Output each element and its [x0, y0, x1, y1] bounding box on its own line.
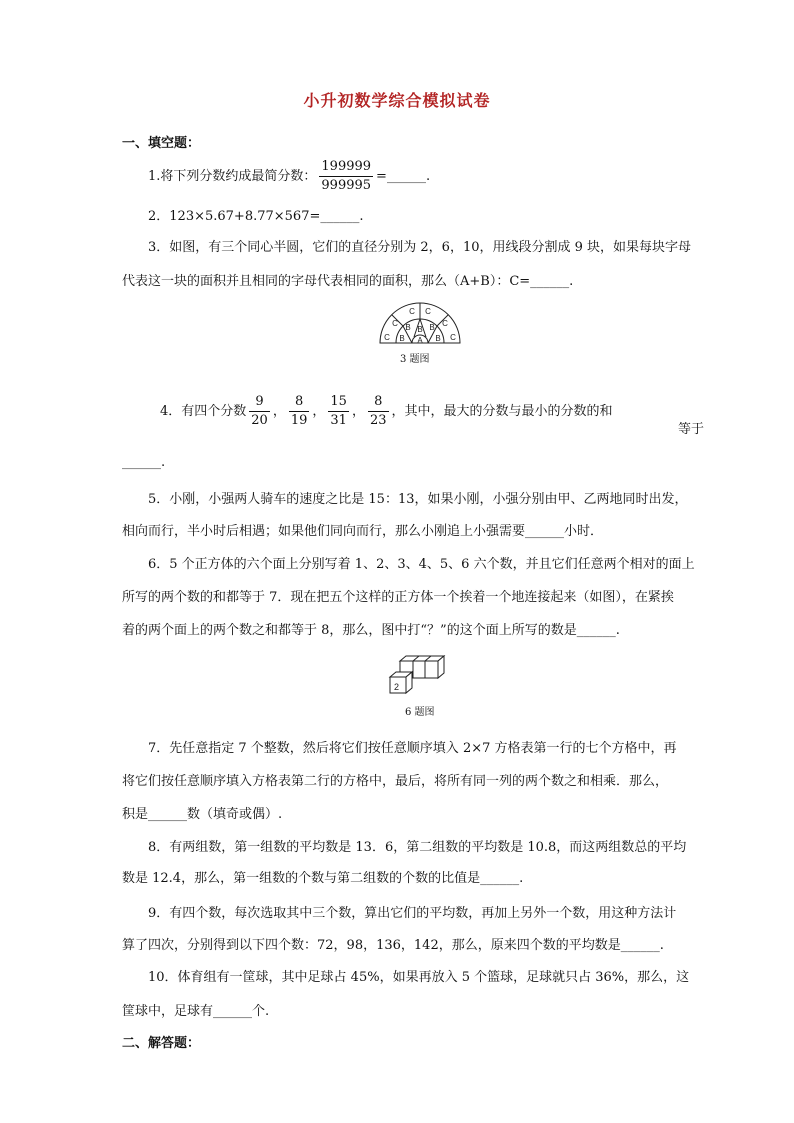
q1-fraction — [319, 158, 373, 195]
fig3-label-c5: C — [384, 333, 390, 342]
question-4 — [160, 393, 760, 430]
question-5-line-1: 5．小刚，小强两人骑车的速度之比是 15：13，如果小刚，小强分别由甲、乙两地同时出发， — [148, 492, 688, 507]
q4-f2-den: 19 — [290, 413, 308, 428]
q1-suffix: =______. — [376, 169, 431, 184]
question-9-line-2: 算了四次，分别得到以下四个数：72，98，136，142，那么，原来四个数的平均数是______. — [122, 938, 664, 953]
q4-f1-den: 20 — [251, 413, 268, 428]
question-3-line-2: 代表这一块的面积并且相同的字母代表相同的面积，那么（A+B）：C=______. — [122, 274, 574, 289]
fig3-label-c6: C — [450, 333, 456, 342]
fig3-label-b4: B — [399, 334, 405, 343]
question-7-line-3: 积是______数（填奇或偶）. — [122, 807, 283, 822]
q4-sep-3: ， — [351, 404, 365, 419]
question-1 — [148, 158, 748, 195]
q1-prefix: 1.将下列分数约成最简分数： — [148, 169, 317, 184]
fig3-label-b5: B — [435, 334, 441, 343]
figure-6-caption: 6 题图 — [405, 707, 435, 718]
semicircle-figure — [378, 302, 462, 346]
q4-blank: ______. — [122, 455, 166, 470]
q4-sep-1: ， — [272, 404, 286, 419]
q4-prefix: 4．有四个分数 — [160, 404, 247, 419]
question-10-line-1: 10．体育组有一筐球，其中足球占 45%，如果再放入 5 个篮球，足球就只占 36%，那么，这 — [148, 970, 690, 985]
question-9-line-1: 9．有四个数，每次选取其中三个数，算出它们的平均数，再加上另外一个数，用这种方法计 — [148, 906, 677, 921]
q4-fraction-2 — [289, 393, 310, 430]
section-fill-blank-heading: 一、填空题： — [122, 136, 201, 151]
q4-fraction-1 — [249, 393, 270, 430]
q4-fraction-3 — [328, 393, 349, 430]
question-8-line-2: 数是 12.4，那么，第一组数的个数与第二组数的个数的比值是______. — [122, 871, 524, 886]
page-title: 小升初数学综合模拟试卷 — [303, 91, 491, 110]
q4-middle: ，其中，最大的分数与最小的分数的和 — [391, 404, 613, 419]
q4-f4-num: 8 — [374, 394, 383, 409]
question-5-line-2: 相向而行，半小时后相遇；如果他们同向而行，那么小刚追上小强需要______小时． — [122, 524, 604, 539]
question-2: 2．123×5.67+8.77×567=______. — [148, 209, 364, 224]
q4-f2-num: 8 — [294, 394, 304, 409]
section-answer-heading: 二、解答题： — [122, 1036, 201, 1051]
fig3-label-b3: B — [429, 323, 435, 332]
q4-f1-num: 9 — [255, 394, 264, 409]
question-6-line-3: 着的两个面上的两个数之和都等于 8，那么，图中打“？”的这个面上所写的数是______. — [122, 623, 620, 638]
question-3-line-1: 3．如图，有三个同心半圆，它们的直径分别为 2，6，10，用线段分割成 9 块，如果每块字母 — [148, 240, 692, 255]
question-8-line-1: 8．有两组数，第一组数的平均数是 13．6，第二组数的平均数是 10.8，而这两组数总的平均 — [148, 840, 687, 855]
question-10-line-2: 筐球中，足球有______个. — [122, 1004, 270, 1019]
fig3-label-b2: B — [417, 325, 423, 334]
q1-denominator: 999995 — [321, 178, 372, 193]
figure-3-caption: 3 题图 — [400, 354, 430, 365]
q1-numerator: 199999 — [321, 159, 372, 174]
q4-f4-den: 23 — [369, 413, 387, 428]
fig3-label-c4: C — [442, 319, 448, 328]
fig3-label-b1: B — [405, 323, 411, 332]
question-6-line-1: 6．5 个正方体的六个面上分别写着 1、2、3、4、5、6 六个数，并且它们任意两个相对的面上 — [148, 557, 695, 572]
question-7-line-2: 将它们按任意顺序填入方格表第二行的方格中，最后，将所有同一列的两个数之和相乘．那么， — [122, 774, 669, 789]
fig3-label-c3: C — [392, 319, 398, 328]
q4-fraction-4 — [368, 393, 389, 430]
fig3-label-c2: C — [425, 307, 431, 316]
cubes-figure — [388, 655, 448, 695]
q4-tail: 等于 — [678, 422, 705, 437]
question-6-line-2: 所写的两个数的和都等于 7．现在把五个这样的正方体一个挨着一个地连接起来（如图），在紧挨 — [122, 590, 674, 605]
fig3-label-a: A — [417, 336, 423, 345]
cube-label: 2 — [394, 682, 400, 692]
q4-f3-den: 31 — [330, 413, 347, 428]
fig3-label-c1: C — [409, 307, 415, 316]
q4-sep-2: ， — [312, 404, 326, 419]
q4-f3-num: 15 — [330, 394, 347, 409]
question-7-line-1: 7．先任意指定 7 个整数，然后将它们按任意顺序填入 2×7 方格表第一行的七个方格中，再 — [148, 741, 677, 756]
